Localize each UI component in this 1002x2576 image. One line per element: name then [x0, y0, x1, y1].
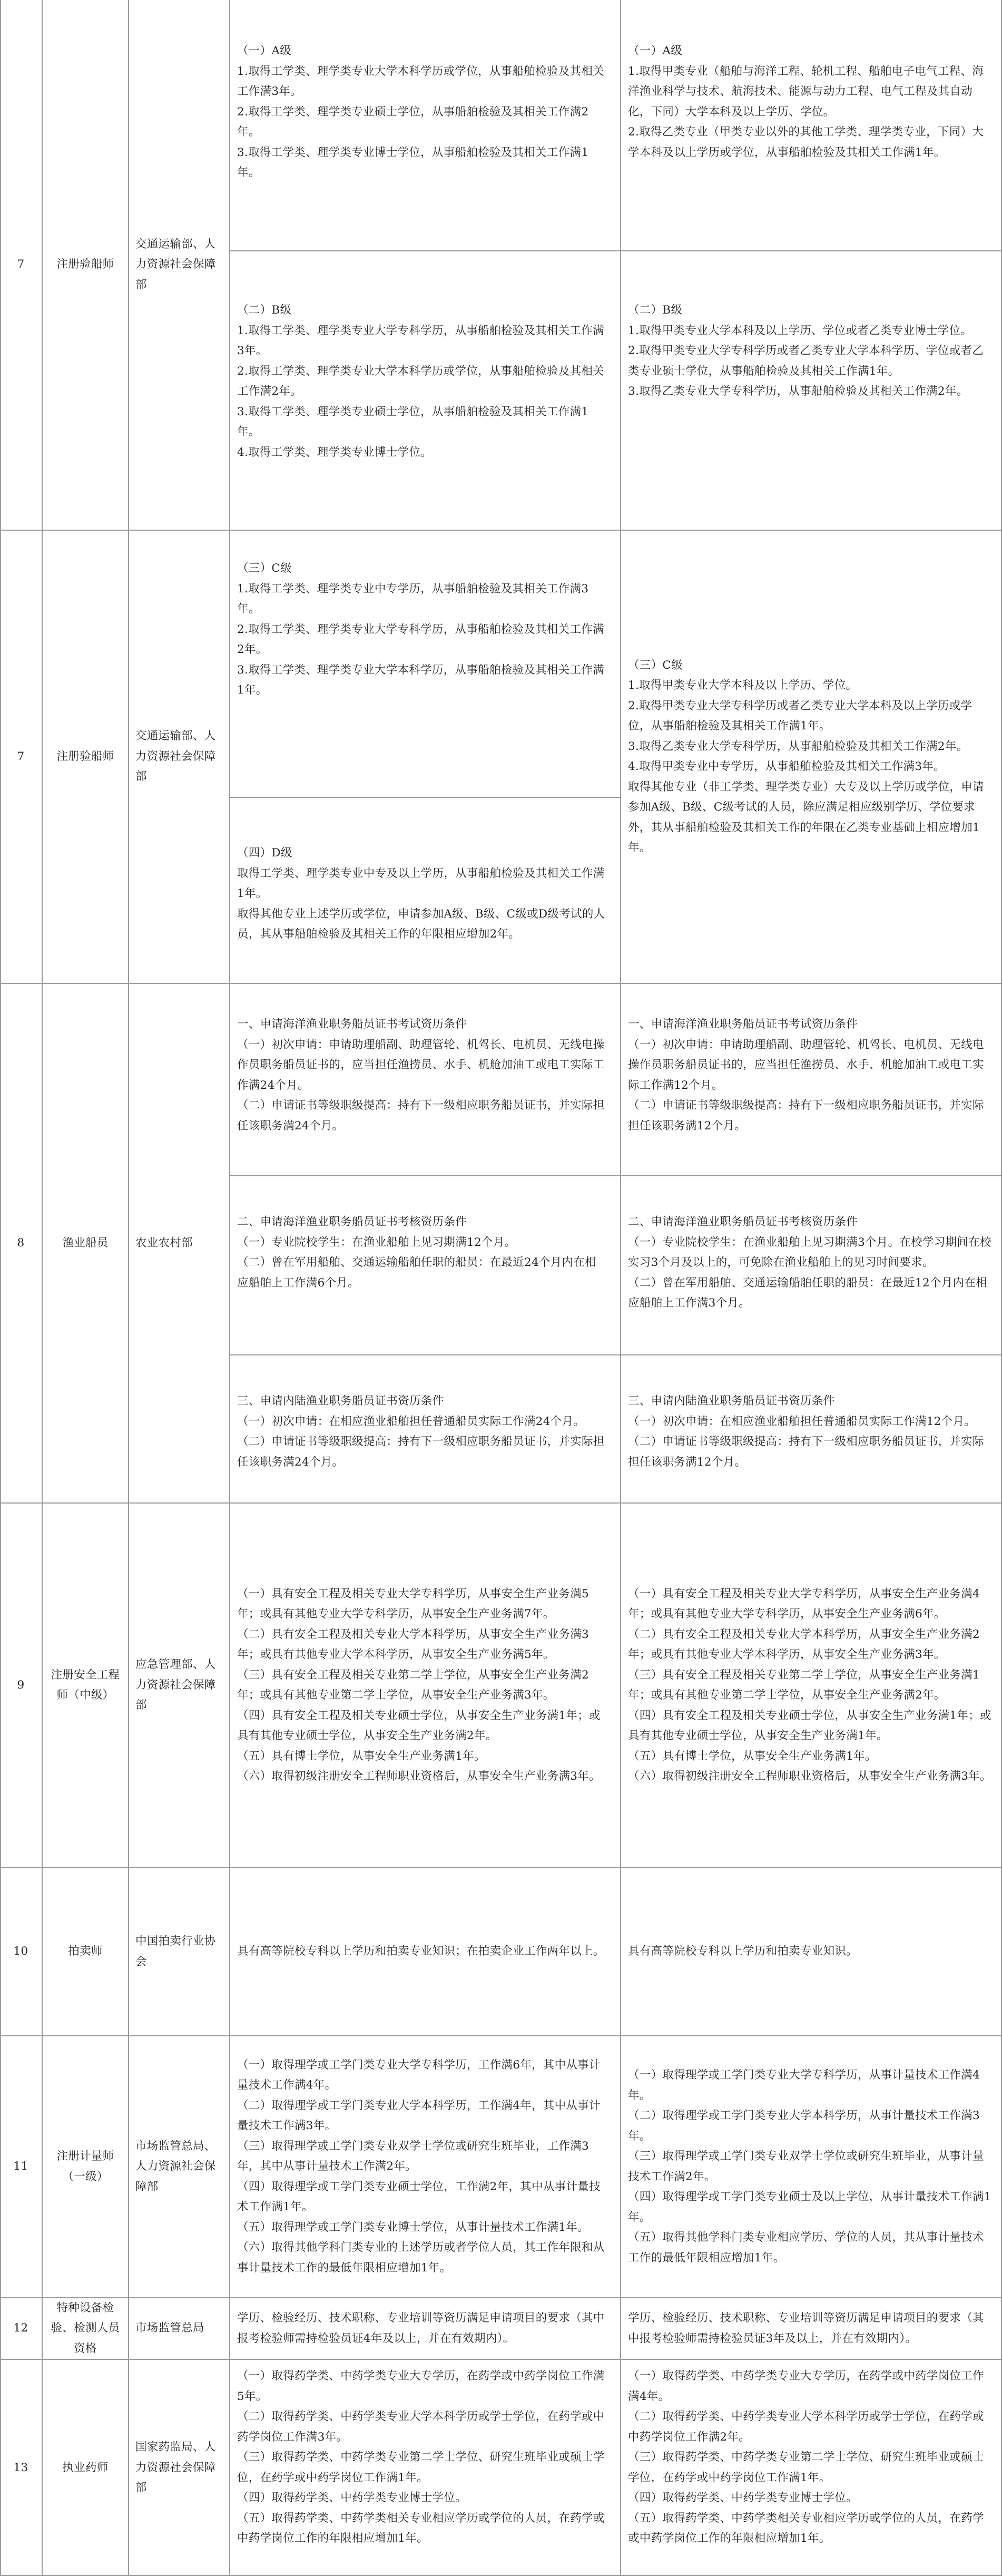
qualification-name: 注册验船师 [56, 749, 114, 763]
requirement-current: （二）B级 1.取得工学类、理学类专业大学专科学历，从事船舶检验及其相关工作满3年。 2.取得工学类、理学类专业大学本科学历或学位，从事船舶检验及其相关工作满2年。 3.取得工学类、理学类专业硕士学位，从事船舶检验及其相关工作满1年。 4.取得工学类、理学类专业博士学位。 [237, 304, 604, 459]
qualification-name: 注册验船师 [56, 258, 114, 271]
grid-line [42, 0, 43, 2576]
row-number: 12 [13, 2321, 28, 2335]
grid-line [128, 0, 129, 2576]
qualification-name: 注册计量师（一级） [56, 2150, 114, 2183]
grid-line [0, 530, 1002, 531]
requirement-revised: （一）取得理学或工学门类专业大学专科学历，从事计量技术工作满4年。 （二）取得理学或工学门类专业大学本科学历，从事计量技术工作满3年。 （三）取得理学或工学门类专业双学士学位或研究生班毕业，从事计量技术工作满2年。 （四）取得理学或工学门类专业硕士及以上学位，从事计量技术工作满1年。 （五）取得其他学科门类专业相应学历、学位的人员，其从事计量技术工作的最低年限相应增加1年。 [628, 2068, 991, 2265]
grid-line [229, 1354, 1002, 1355]
qualification-name: 渔业船员 [62, 1236, 109, 1250]
qualification-name: 特种设备检验、检测人员资格 [51, 2301, 120, 2355]
row-number: 9 [17, 1678, 25, 1692]
requirement-revised: （三）C级 1.取得甲类专业大学本科及以上学历、学位。 2.取得甲类专业大学专科学历或者乙类专业大学本科及以上学历或学位，从事船舶检验及其相关工作满1年。 3.取得乙类专业大学专科学历，从事船舶检验及其相关工作满2年。 4.取得甲类专业中专学历，从事船舶检验及其相关工作满3年。 取得其他专业（非工学类、理学类专业）大专及以上学历或学位，申请参加A级、B级、C级考试的人员，除应满足相应级别学历、学位要求外，其从事船舶检验及其相关工作的年限在乙类专业基础上相应增加1年。 [628, 658, 984, 854]
grid-line [0, 1502, 1002, 1504]
requirement-revised: 具有高等院校专科以上学历和拍卖专业知识。 [628, 1945, 858, 1958]
grid-line [0, 2297, 1002, 2298]
department: 国家药监局、人力资源社会保障部 [135, 2441, 216, 2495]
department: 市场监管总局 [135, 2321, 204, 2335]
grid-line [0, 2359, 1002, 2360]
grid-line [229, 797, 621, 798]
row-number: 8 [17, 1236, 25, 1250]
requirement-current: （一）A级 1.取得工学类、理学类专业大学本科学历或学位，从事船舶检验及其相关工作满3年。 2.取得工学类、理学类专业硕士学位，从事船舶检验及其相关工作满2年。 3.取得工学类、理学类专业博士学位，从事船舶检验及其相关工作满1年。 [237, 44, 604, 179]
requirement-revised: （一）具有安全工程及相关专业大学专科学历，从事安全生产业务满4年；或具有其他专业大学专科学历，从事安全生产业务满6年。 （二）具有安全工程及相关专业大学本科学历，从事安全生产业务满2年；或具有其他专业大学本科学历，从事安全生产业务满3年。 （三）具有安全工程及相关专业第二学士学位，从事安全生产业务满1年；或具有其他专业第二学士学位，从事安全生产业务满2年。 （四）具有安全工程及相关专业硕士学位，从事安全生产业务满1年；或具有其他专业硕士学位，从事安全生产业务满1年。 （五）具有博士学位，从事安全生产业务满1年。 （六）取得初级注册安全工程师职业资格后，从事安全生产业务满3年。 [628, 1587, 991, 1783]
department: 应急管理部、人力资源社会保障部 [135, 1658, 216, 1712]
requirement-current: 三、申请内陆渔业职务船员证书资历条件 （一）初次申请：在相应渔业船舶担任普通船员实际工作满24个月。 （二）申请证书等级职级提高：持有下一级相应职务船员证书，并实际担任该职务满24个月。 [237, 1394, 605, 1469]
requirement-current: （一）取得理学或工学门类专业大学专科学历，工作满6年，其中从事计量技术工作满4年。 （二）取得理学或工学门类专业大学本科学历，工作满4年，其中从事计量技术工作满3年。 （三）取得理学或工学门类专业双学士学位或研究生班毕业，工作满3年，其中从事计量技术工作满2年。 （四）取得理学或工学门类专业硕士学位，工作满2年，其中从事计量技术工作满1年。 （五）取得理学或工学门类专业博士学位，从事计量技术工作满1年。 （六）取得其他学科门类专业的上述学历或者学位人员，其工作年限和从事计量技术工作的最低年限相应增加1年。 [237, 2058, 605, 2275]
row-number: 7 [17, 258, 25, 271]
requirement-revised: （一）A级 1.取得甲类专业（船舶与海洋工程、轮机工程、船舶电子电气工程、海洋渔业科学与技术、航海技术、能源与动力工程、电气工程及其自动化，下同）大学本科及以上学历、学位。 2.取得乙类专业（甲类专业以外的其他工学类、理学类专业，下同）大学本科及以上学历或学位，从事船舶检验及其相关工作满1年。 [628, 44, 984, 159]
department: 市场监管总局、人力资源社会保障部 [135, 2139, 216, 2193]
grid-line [0, 1867, 1002, 1868]
grid-line [0, 2035, 1002, 2036]
row-number: 11 [13, 2160, 28, 2173]
requirement-current: （四）D级 取得工学类、理学类专业中专及以上学历，从事船舶检验及其相关工作满1年。 取得其他专业上述学历或学位，申请参加A级、B级、C级或D级考试的人员，其从事船舶检验及其相关工作的年限相应增加2年。 [237, 846, 605, 941]
qualification-name: 执业药师 [62, 2461, 109, 2474]
department: 交通运输部、人力资源社会保障部 [135, 237, 216, 291]
requirement-revised: 三、申请内陆渔业职务船员证书资历条件 （一）初次申请：在相应渔业船舶担任普通船员实际工作满12个月。 （二）申请证书等级职级提高：持有下一级相应职务船员证书，并实际担任该职务满12个月。 [628, 1394, 984, 1469]
department: 交通运输部、人力资源社会保障部 [135, 729, 216, 784]
requirement-revised: （二）B级 1.取得甲类专业大学本科及以上学历、学位或者乙类专业博士学位。 2.取得甲类专业大学专科学历或者乙类专业大学本科学历、学位或者乙类专业硕士学位，从事船舶检验及其相关工作满1年。 3.取得乙类专业大学专科学历，从事船舶检验及其相关工作满2年。 [628, 304, 984, 398]
qualification-name: 注册安全工程师（中级） [51, 1668, 120, 1702]
grid-line [620, 0, 621, 2576]
requirement-revised: （一）取得药学类、中药学类专业大专学历，在药学或中药学岗位工作满4年。 （二）取得药学类、中药学类专业大学本科学历或学士学位，在药学或中药学岗位工作满2年。 （三）取得药学类、中药学类专业第二学士学位、研究生班毕业或硕士学位，在药学或中药学岗位工作满1年。 （四）取得药学类、中药学类专业博士学位。 （五）取得药学类、中药学类相关专业相应学历或学位的人员，在药学或中药学岗位工作的年限相应增加1年。 [628, 2369, 984, 2545]
row-number: 7 [17, 749, 25, 763]
grid-line [0, 0, 1, 2576]
requirement-revised: 一、申请海洋渔业职务船员证书考试资历条件 （一）初次申请：申请助理船副、助理管轮、机驾长、电机员、无线电操作员职务船员证书的，应当担任渔捞员、水手、机舱加油工或电工实际工作满12个月。 （二）申请证书等级职级提高：持有下一级相应职务船员证书，并实际担任该职务满12个月。 [628, 1018, 984, 1133]
requirement-revised: 学历、检验经历、技术职称、专业培训等资历满足申请项目的要求（其中报考检验师需持检验员证3年及以上，并在有效期内）。 [628, 2311, 984, 2345]
qualification-name: 拍卖师 [68, 1945, 103, 1958]
requirement-current: 二、申请海洋渔业职务船员证书考核资历条件 （一）专业院校学生：在渔业船舶上见习期满12个月。 （二）曾在军用船舶、交通运输船舶任职的船员：在最近24个月内在相应船舶上工作满6个月。 [237, 1215, 596, 1290]
requirement-current: 学历、检验经历、技术职称、专业培训等资历满足申请项目的要求（其中报考检验师需持检验员证4年及以上，并在有效期内）。 [237, 2311, 605, 2345]
grid-line [229, 250, 1002, 251]
row-number: 13 [13, 2461, 28, 2474]
requirement-revised: 二、申请海洋渔业职务船员证书考核资历条件 （一）专业院校学生：在渔业船舶上见习期满3个月。在校学习期间在校实习3个月及以上的，可免除在渔业船舶上的见习时间要求。 （二）曾在军用船舶、交通运输船舶任职的船员：在最近12个月内在相应船舶上工作满3个月。 [628, 1215, 991, 1310]
requirement-current: （三）C级 1.取得工学类、理学类专业中专学历，从事船舶检验及其相关工作满3年。 2.取得工学类、理学类专业大学专科学历，从事船舶检验及其相关工作满2年。 3.取得工学类、理学类专业大学本科学历，从事船舶检验及其相关工作满1年。 [237, 562, 604, 697]
grid-line [229, 0, 230, 2576]
department: 中国拍卖行业协会 [135, 1935, 216, 1968]
row-number: 10 [13, 1945, 28, 1958]
grid-line [0, 983, 1002, 984]
requirement-current: （一）具有安全工程及相关专业大学专科学历，从事安全生产业务满5年；或具有其他专业大学专科学历，从事安全生产业务满7年。 （二）具有安全工程及相关专业大学本科学历，从事安全生产业务满3年；或具有其他专业大学本科学历，从事安全生产业务满5年。 （三）具有安全工程及相关专业第二学士学位，从事安全生产业务满2年；或具有其他专业第二学士学位，从事安全生产业务满3年。 （四）具有安全工程及相关专业硕士学位，从事安全生产业务满1年；或具有其他专业硕士学位，从事安全生产业务满2年。 （五）具有博士学位，从事安全生产业务满1年。 （六）取得初级注册安全工程师职业资格后，从事安全生产业务满3年。 [237, 1587, 601, 1783]
requirement-current: 具有高等院校专科以上学历和拍卖专业知识；在拍卖企业工作两年以上。 [237, 1945, 605, 1958]
requirement-current: （一）取得药学类、中药学类专业大专学历，在药学或中药学岗位工作满5年。 （二）取得药学类、中药学类专业大学本科学历或学士学位，在药学或中药学岗位工作满3年。 （三）取得药学类、中药学类专业第二学士学位、研究生班毕业或硕士学位，在药学或中药学岗位工作满1年。 （四）取得药学类、中药学类专业博士学位。 （五）取得药学类、中药学类相关专业相应学历或学位的人员，在药学或中药学岗位工作的年限相应增加1年。 [237, 2369, 605, 2545]
grid-line [229, 1175, 1002, 1176]
department: 农业农村部 [135, 1236, 193, 1250]
requirement-current: 一、申请海洋渔业职务船员证书考试资历条件 （一）初次申请：申请助理船副、助理管轮、机驾长、电机员、无线电操作员职务船员证书的，应当担任渔捞员、水手、机舱加油工或电工实际工作满24个月。 （二）申请证书等级职级提高：持有下一级相应职务船员证书，并实际担任该职务满24个月。 [237, 1018, 605, 1133]
